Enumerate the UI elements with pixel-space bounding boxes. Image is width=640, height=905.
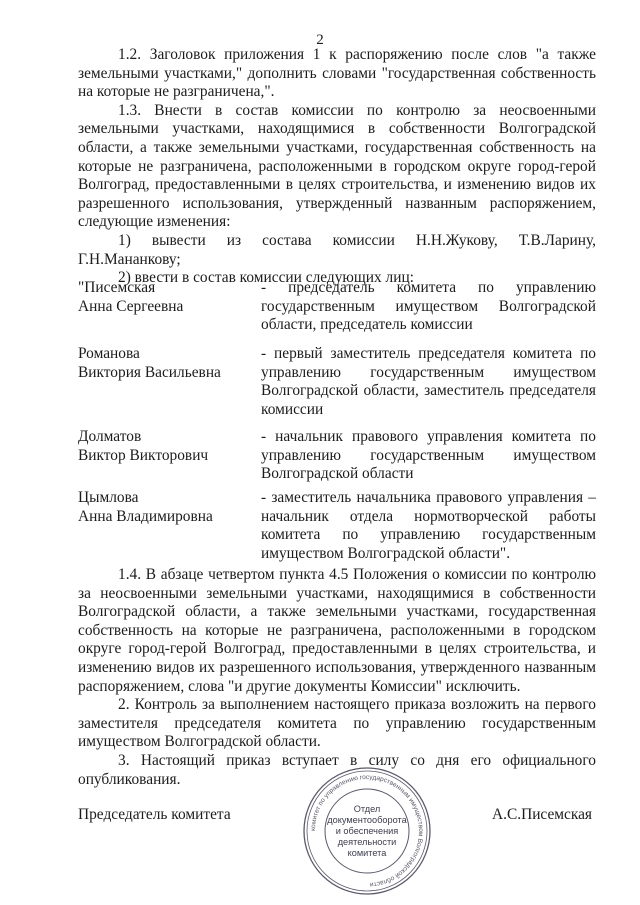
- paragraph-3: 3. Настоящий приказ вступает в силу со дня его официального опубликования.: [78, 751, 596, 788]
- member-role: - председатель комитета по управлению государственным имуществом Волгоградской области, председатель комиссии: [261, 279, 596, 334]
- paragraph-1-3-item-1: 1) вывести из состава комиссии Н.Н.Жукову, Т.В.Ларину, Г.Н.Мананкову;: [78, 231, 596, 268]
- stamp-line: деятельности: [337, 837, 397, 847]
- stamp-line: Отдел: [353, 804, 381, 814]
- stamp-line: и обеспечения: [335, 826, 399, 836]
- paragraph-1-2: 1.2. Заголовок приложения 1 к распоряжению после слов "а также земельными участками," дополнить словами "государственная собственность на которые не разграничена,".: [78, 46, 596, 101]
- stamp-line: комитета: [347, 848, 387, 858]
- member-name: "Писемская Анна Сергеевна: [78, 279, 184, 315]
- paragraph-1-4: 1.4. В абзаце четвертом пункта 4.5 Положения о комиссии по контролю за неосвоенными земельными участками, находящимися в собственности Волгоградской области, а также земельными участками, государственная собственность на которые не разграничена, расположенными в городском округе город-герой Волгоград, предоставленными в целях строительства, и изменению видов их разрешенного использования, утвержденного названным распоряжением, слова "и другие документы Комиссии" исключить.: [78, 566, 596, 695]
- member-name: Долматов Виктор Викторович: [78, 428, 209, 464]
- member-role: - заместитель начальника правового управления – начальник отдела нормотворческой работы комитета по управлению государственным имуществом Волгоградской области".: [261, 489, 596, 562]
- office-stamp: [300, 764, 434, 898]
- page-number: 2: [316, 32, 324, 48]
- paragraph-1-3: 1.3. Внести в состав комиссии по контролю за неосвоенными земельными участками, находящимися в собственности Волгоградской области, а также земельными участками, государственная собственность на которые не разграничена, расположенными в городском округе город-герой Волгоград, предоставленными в целях строительства, и изменению видов их разрешенного использования, утвержденный названным распоряжением, следующие изменения:: [78, 101, 596, 231]
- member-role: - начальник правового управления комитета по управлению государственным имуществом Волгоградской области: [261, 428, 596, 483]
- stamp-ring-text: комитет по управлению государственным имуществом Волгоградской области: [309, 773, 425, 888]
- stamp-line: документооборота: [327, 815, 407, 825]
- paragraph-1-3-item-2: 2) ввести в состав комиссии следующих лиц:: [118, 269, 414, 287]
- member-name: Цымлова Анна Владимировна: [78, 489, 213, 525]
- body-text-top: [78, 46, 596, 288]
- member-role: - первый заместитель председателя комитета по управлению государственным имуществом Волгоградской области, заместитель председателя комиссии: [261, 345, 596, 418]
- body-text-bottom: [78, 566, 596, 789]
- member-name: Романова Виктория Васильевна: [78, 345, 221, 381]
- signature-position: Председатель комитета: [78, 806, 231, 823]
- paragraph-2: 2. Контроль за выполнением настоящего приказа возложить на первого заместителя председателя комитета по управлению государственным имуществом Волгоградской области.: [78, 696, 596, 751]
- signature-name: А.С.Писемская: [492, 806, 593, 823]
